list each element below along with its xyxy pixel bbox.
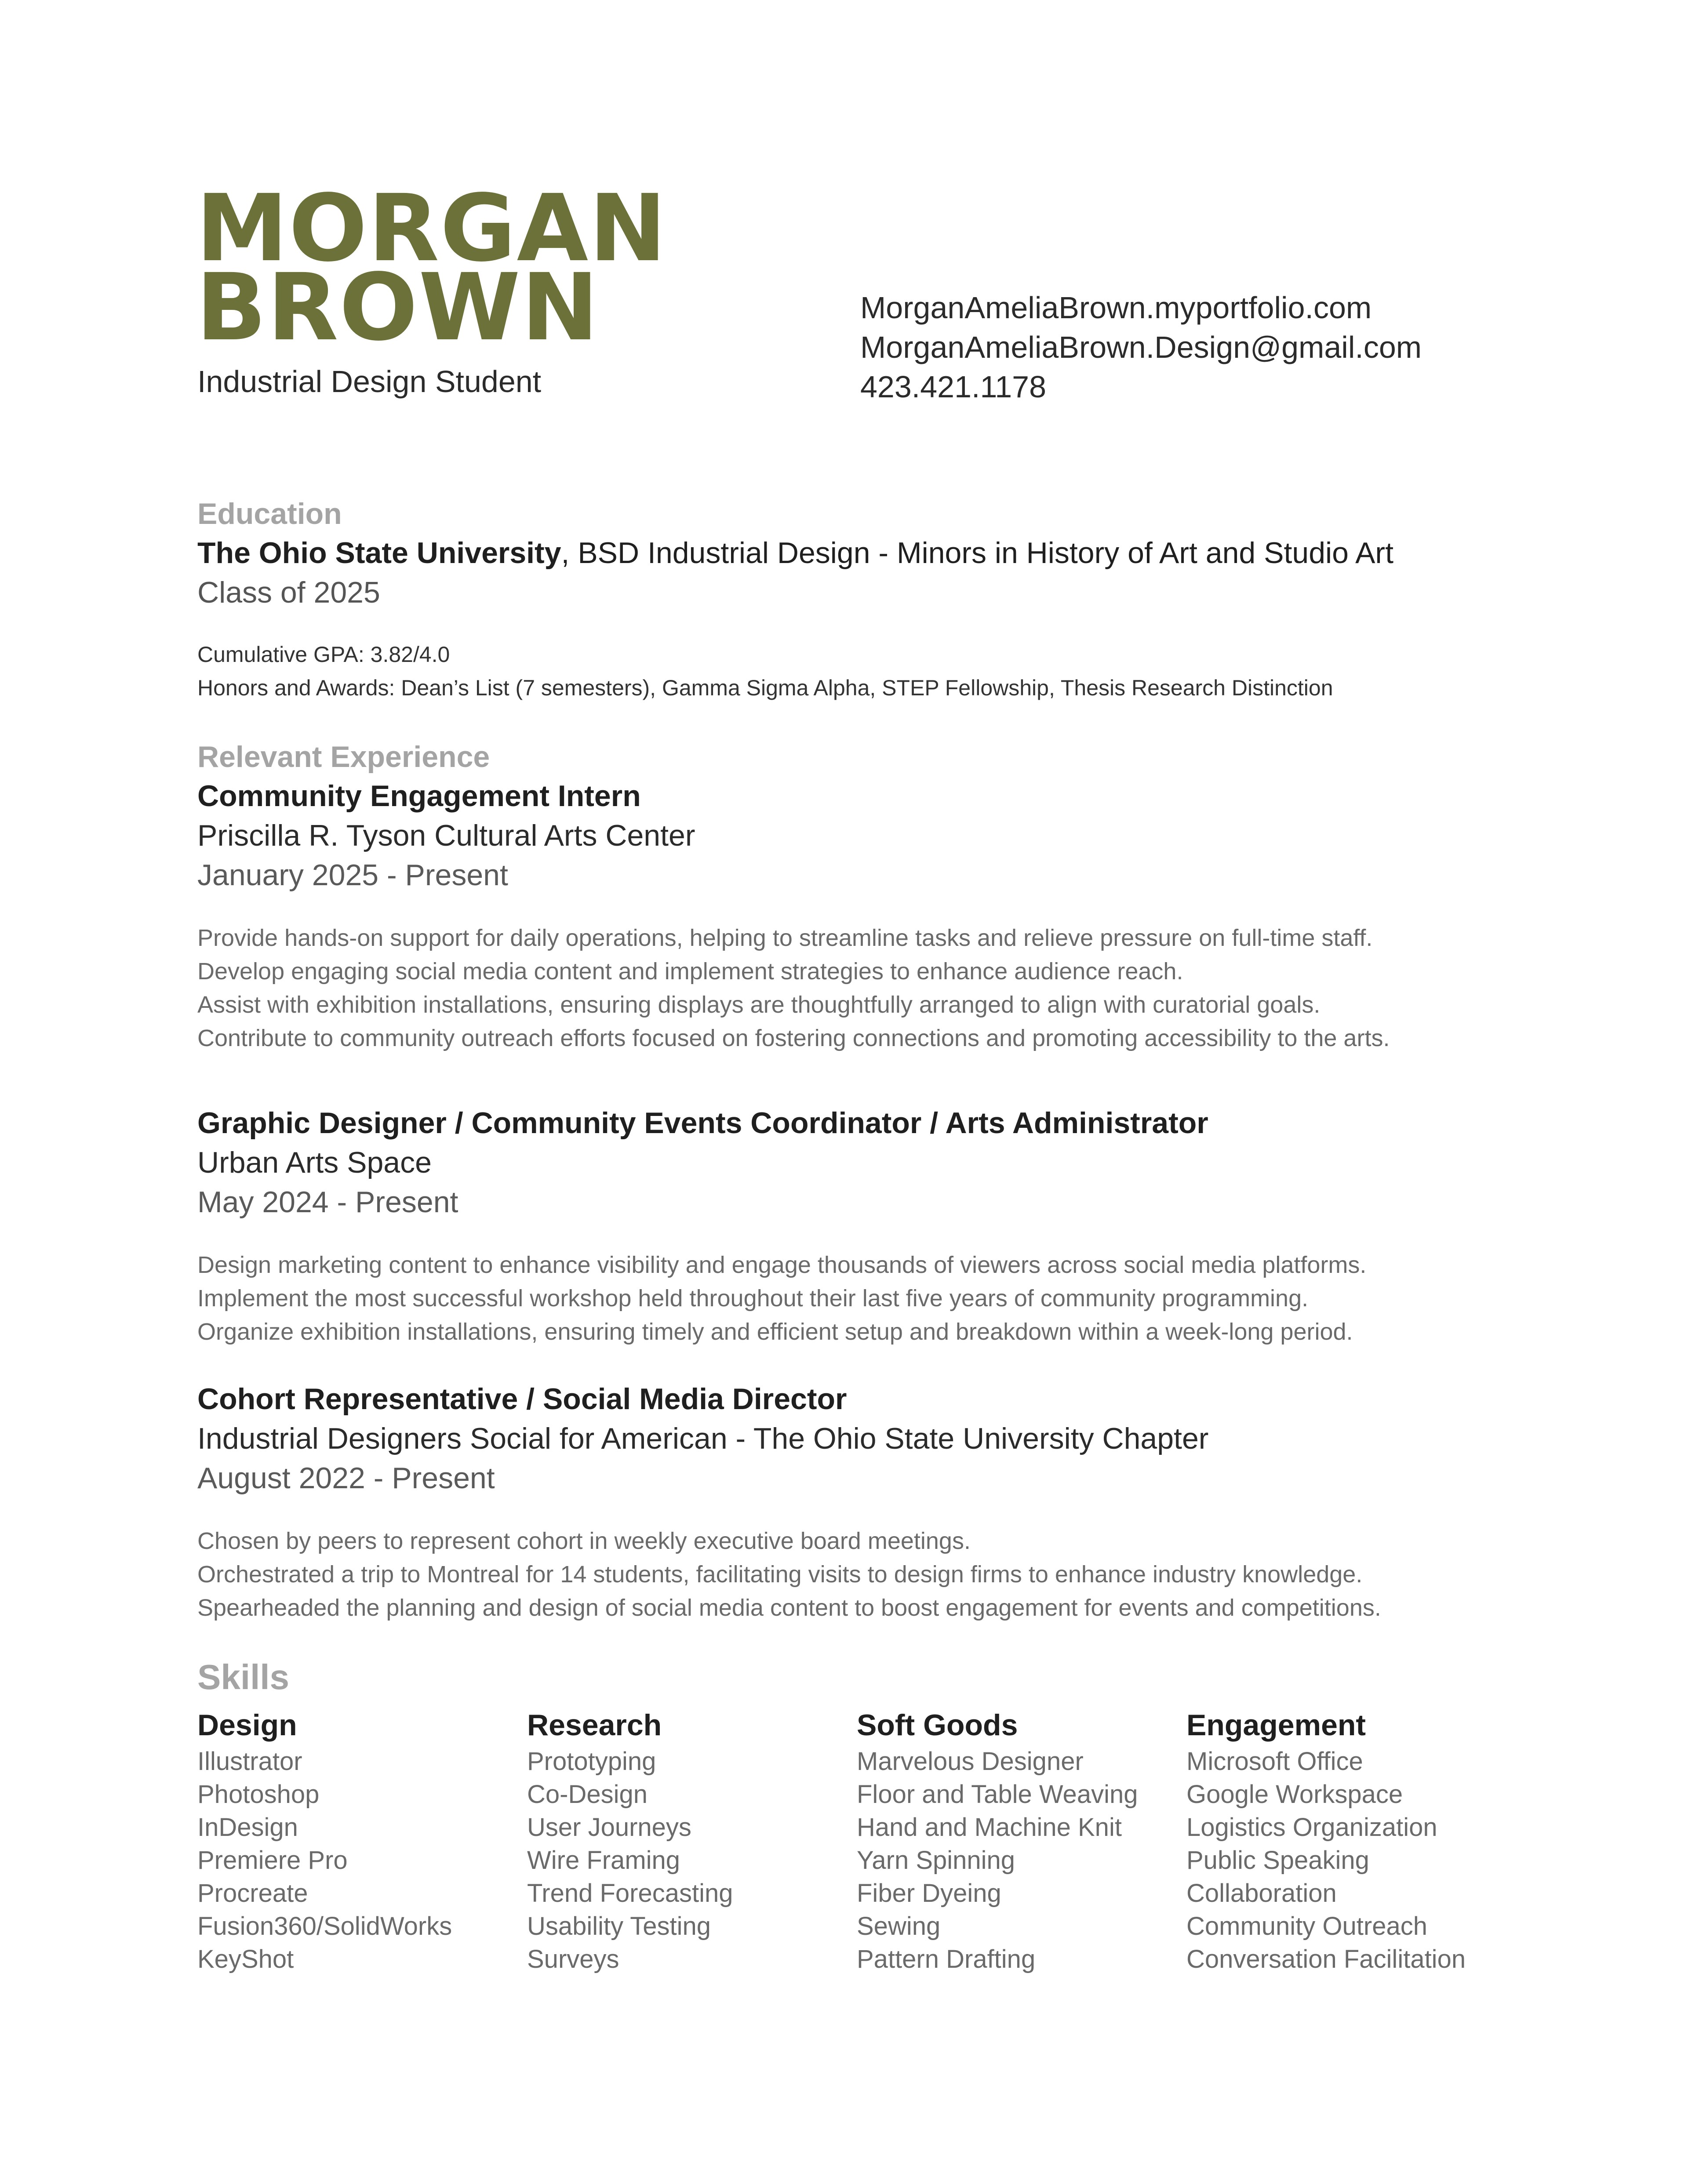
skill-column-research xyxy=(527,1705,857,1976)
skill-category: Design xyxy=(197,1708,297,1742)
skill-column-soft-goods xyxy=(857,1705,1186,1976)
class-year: Class of 2025 xyxy=(197,576,380,609)
skill-column-engagement xyxy=(1186,1705,1516,1976)
first-name: MORGAN xyxy=(196,174,667,282)
phone-number: 423.421.1178 xyxy=(860,370,1047,404)
skill-item: Illustrator xyxy=(197,1747,302,1776)
skill-category: Soft Goods xyxy=(857,1708,1018,1742)
job-organization: Industrial Designers Social for American - The Ohio State University Chapter xyxy=(197,1422,1209,1455)
education-section xyxy=(197,494,1516,705)
skill-item: Hand and Machine Knit xyxy=(857,1813,1122,1842)
skill-item: Premiere Pro xyxy=(197,1846,348,1875)
skill-item: Co-Design xyxy=(527,1780,648,1809)
skill-item: Collaboration xyxy=(1186,1879,1337,1908)
skill-item: Fiber Dyeing xyxy=(857,1879,1001,1908)
job-description xyxy=(197,1524,1516,1624)
resume-content xyxy=(197,494,1516,1976)
email-link[interactable]: MorganAmeliaBrown.Design@gmail.com xyxy=(860,330,1422,364)
job-duty: Design marketing content to enhance visibility and engage thousands of viewers across social media platforms. xyxy=(197,1252,1367,1278)
job-duty: Provide hands-on support for daily operations, helping to streamline tasks and relieve pressure on full-time staff. xyxy=(197,925,1373,951)
job-duty: Assist with exhibition installations, ensuring displays are thoughtfully arranged to align with curatorial goals. xyxy=(197,992,1321,1018)
candidate-name xyxy=(196,174,667,361)
skill-item: Fusion360/SolidWorks xyxy=(197,1912,452,1941)
skill-item: Photoshop xyxy=(197,1780,320,1809)
skills-grid xyxy=(197,1705,1516,1976)
job-description xyxy=(197,1248,1516,1348)
job-dates: January 2025 - Present xyxy=(197,858,508,892)
skill-item: Microsoft Office xyxy=(1186,1747,1363,1776)
contact-block xyxy=(860,288,1422,407)
job-title: Graphic Designer / Community Events Coordinator / Arts Administrator xyxy=(197,1106,1208,1140)
job-title: Community Engagement Intern xyxy=(197,779,641,813)
skill-item: Yarn Spinning xyxy=(857,1846,1015,1875)
gpa-text: Cumulative GPA: 3.82/4.0 xyxy=(197,642,450,667)
job-dates: May 2024 - Present xyxy=(197,1185,458,1219)
skill-column-design xyxy=(197,1705,527,1976)
skill-item: Conversation Facilitation xyxy=(1186,1945,1466,1973)
job-entry xyxy=(197,1103,1516,1348)
job-organization: Priscilla R. Tyson Cultural Arts Center xyxy=(197,819,695,852)
skill-item: Prototyping xyxy=(527,1747,656,1776)
job-duty: Organize exhibition installations, ensuring timely and efficient setup and breakdown within a week-long period. xyxy=(197,1319,1353,1345)
honors-text: Honors and Awards: Dean’s List (7 semesters), Gamma Sigma Alpha, STEP Fellowship, Thesis Research Distinction xyxy=(197,676,1333,700)
last-name: BROWN xyxy=(196,254,600,361)
skill-item: Google Workspace xyxy=(1186,1780,1403,1809)
skill-item: InDesign xyxy=(197,1813,298,1842)
skill-item: Trend Forecasting xyxy=(527,1879,733,1908)
job-dates: August 2022 - Present xyxy=(197,1461,495,1495)
job-organization: Urban Arts Space xyxy=(197,1146,432,1179)
skill-item: Community Outreach xyxy=(1186,1912,1427,1941)
skill-item: Logistics Organization xyxy=(1186,1813,1437,1842)
job-duty: Chosen by peers to represent cohort in weekly executive board meetings. xyxy=(197,1528,971,1554)
skill-item: KeyShot xyxy=(197,1945,294,1973)
education-heading: Education xyxy=(197,497,342,531)
job-entry xyxy=(197,1379,1516,1624)
job-duty: Spearheaded the planning and design of social media content to boost engagement for events and competitions. xyxy=(197,1595,1381,1621)
job-duty: Develop engaging social media content and implement strategies to enhance audience reach. xyxy=(197,958,1183,985)
portfolio-link[interactable]: MorganAmeliaBrown.myportfolio.com xyxy=(860,291,1372,325)
job-title: Cohort Representative / Social Media Director xyxy=(197,1382,847,1416)
skill-item: Marvelous Designer xyxy=(857,1747,1084,1776)
school-line xyxy=(197,533,1516,573)
experience-section xyxy=(197,738,1516,1624)
skill-category: Research xyxy=(527,1708,662,1742)
skill-item: Public Speaking xyxy=(1186,1846,1369,1875)
skill-item: Pattern Drafting xyxy=(857,1945,1036,1973)
candidate-subtitle: Industrial Design Student xyxy=(197,364,542,399)
skill-item: Floor and Table Weaving xyxy=(857,1780,1138,1809)
job-duty: Implement the most successful workshop held throughout their last five years of community programming. xyxy=(197,1285,1309,1312)
skill-item: User Journeys xyxy=(527,1813,691,1842)
job-duty: Orchestrated a trip to Montreal for 14 students, facilitating visits to design firms to enhance industry knowledge. xyxy=(197,1561,1363,1588)
job-entry xyxy=(197,776,1516,1055)
experience-heading: Relevant Experience xyxy=(197,740,490,774)
job-description xyxy=(197,921,1516,1055)
degree-text: , BSD Industrial Design - Minors in History of Art and Studio Art xyxy=(561,536,1393,570)
skill-item: Procreate xyxy=(197,1879,308,1908)
skill-item: Wire Framing xyxy=(527,1846,680,1875)
skill-item: Usability Testing xyxy=(527,1912,711,1941)
skill-category: Engagement xyxy=(1186,1708,1366,1742)
skills-heading: Skills xyxy=(197,1657,290,1697)
skill-item: Surveys xyxy=(527,1945,619,1973)
school-name: The Ohio State University xyxy=(197,536,561,570)
job-duty: Contribute to community outreach efforts focused on fostering connections and promoting accessibility to the arts. xyxy=(197,1025,1390,1051)
skill-item: Sewing xyxy=(857,1912,941,1941)
skills-section xyxy=(197,1655,1516,1976)
